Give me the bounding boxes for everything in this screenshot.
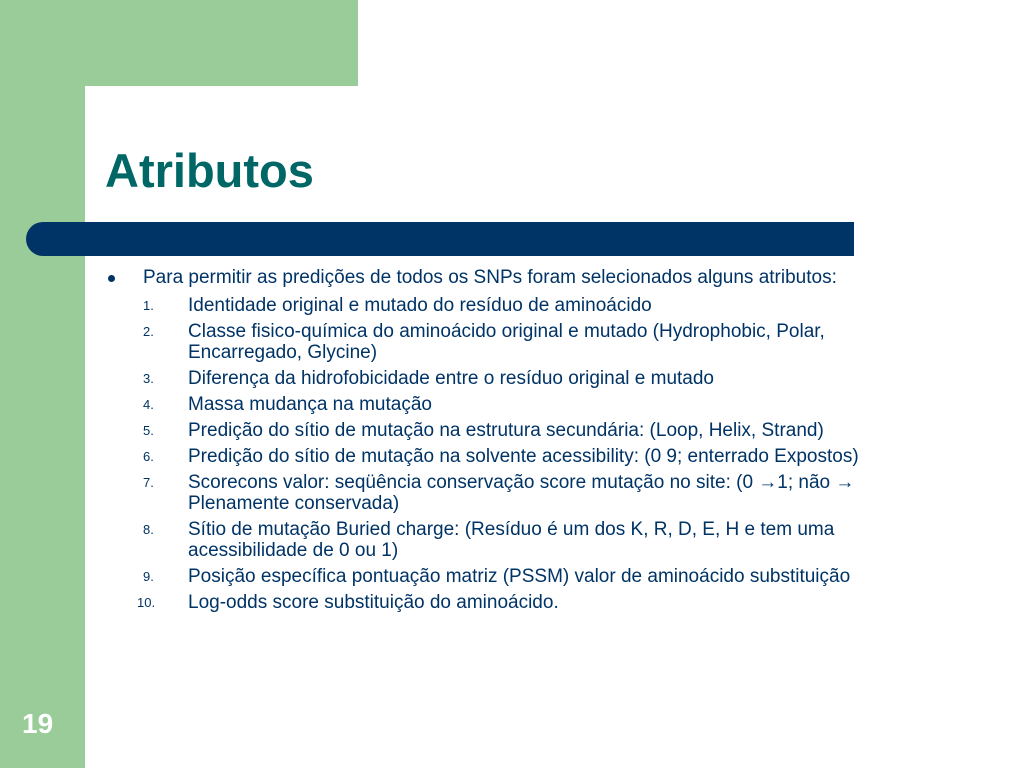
list-item-number: 9. — [143, 569, 154, 584]
list-item-text: Scorecons valor: seqüência conservação score mutação no site: (0 →1; não → Plenamente conservada) — [188, 472, 855, 514]
list-item — [108, 446, 908, 467]
slide-number: 19 — [22, 708, 54, 739]
list-item-number: 8. — [143, 522, 154, 537]
slide-title: Atributos — [105, 144, 314, 197]
numbered-list — [108, 295, 908, 613]
list-item-number: 6. — [143, 449, 154, 464]
list-item — [108, 592, 908, 613]
list-item-number: 1. — [143, 298, 154, 313]
list-item — [108, 519, 908, 561]
list-item-text: Log-odds score substituição do aminoácido. — [188, 592, 559, 613]
slide-body — [108, 267, 908, 618]
list-item-text: Massa mudança na mutação — [188, 394, 432, 415]
list-item-text: Diferença da hidrofobicidade entre o resíduo original e mutado — [188, 368, 714, 389]
list-item-text: Sítio de mutação Buried charge: (Resíduo é um dos K, R, D, E, H e tem uma acessibilidade de 0 ou 1) — [188, 519, 835, 561]
title-rule-bar — [26, 222, 854, 256]
list-item — [108, 566, 908, 587]
list-item — [108, 295, 908, 316]
list-item-number: 2. — [143, 324, 154, 339]
list-item-text: Predição do sítio de mutação na solvente acessibility: (0 9; enterrado Expostos) — [188, 446, 859, 467]
list-item-text: Predição do sítio de mutação na estrutura secundária: (Loop, Helix, Strand) — [188, 420, 824, 441]
list-item — [108, 394, 908, 415]
list-item — [108, 321, 908, 363]
green-top-band — [85, 0, 358, 86]
list-item-number: 7. — [143, 475, 154, 490]
list-item — [108, 472, 908, 514]
list-item — [108, 368, 908, 389]
list-item-number: 3. — [143, 371, 154, 386]
list-item-text: Posição específica pontuação matriz (PSSM) valor de aminoácido substituição — [188, 566, 851, 587]
bullet-item — [108, 267, 908, 288]
bullet-text: Para permitir as predições de todos os SNPs foram selecionados alguns atributos: — [143, 267, 837, 288]
list-item-number: 4. — [143, 397, 154, 412]
bullet-dot-icon — [108, 275, 115, 282]
list-item-number: 10. — [137, 595, 156, 610]
list-item-number: 5. — [143, 423, 154, 438]
list-item-text: Identidade original e mutado do resíduo de aminoácido — [188, 295, 652, 316]
green-sidebar-band — [0, 0, 85, 768]
list-item — [108, 420, 908, 441]
list-item-text: Classe fisico-química do aminoácido original e mutado (Hydrophobic, Polar, Encarregado, Glycine) — [188, 321, 825, 363]
